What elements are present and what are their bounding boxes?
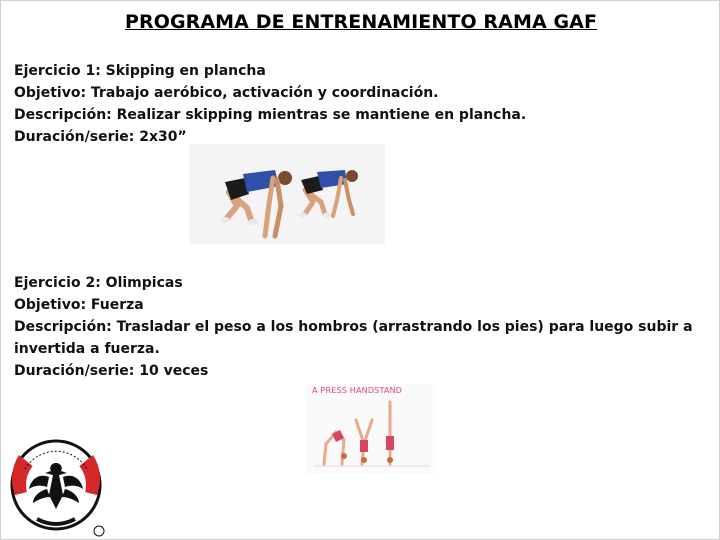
exercise-1-objective: Objetivo: Trabajo aeróbico, activación y coordinación. bbox=[14, 85, 439, 101]
exercise-2-objective: Objetivo: Fuerza bbox=[14, 297, 144, 313]
plank-skipping-athletes-icon bbox=[189, 144, 385, 244]
press-handstand-sequence-icon bbox=[306, 384, 436, 474]
page-title: PROGRAMA DE ENTRENAMIENTO RAMA GAF bbox=[124, 11, 598, 33]
exercise-2-text bbox=[14, 272, 704, 382]
exercise-1-duration: Duración/serie: 2x30” bbox=[14, 129, 187, 145]
club-deportivo-eagle-crest-icon bbox=[9, 433, 107, 537]
exercise-1-description: Descripción: Realizar skipping mientras se mantiene en plancha. bbox=[14, 107, 527, 123]
exercise-2-duration: Duración/serie: 10 veces bbox=[14, 363, 209, 379]
exercise-1-name: Ejercicio 1: Skipping en plancha bbox=[14, 63, 266, 79]
handstand-caption: A PRESS HANDSTAND bbox=[312, 386, 403, 395]
exercise-1-text bbox=[14, 60, 704, 148]
exercise-2-description: Descripción: Trasladar el peso a los hombros (arrastrando los pies) para luego subir a invertida a fuerza. bbox=[14, 319, 693, 357]
exercise-2-name: Ejercicio 2: Olimpicas bbox=[14, 275, 183, 291]
